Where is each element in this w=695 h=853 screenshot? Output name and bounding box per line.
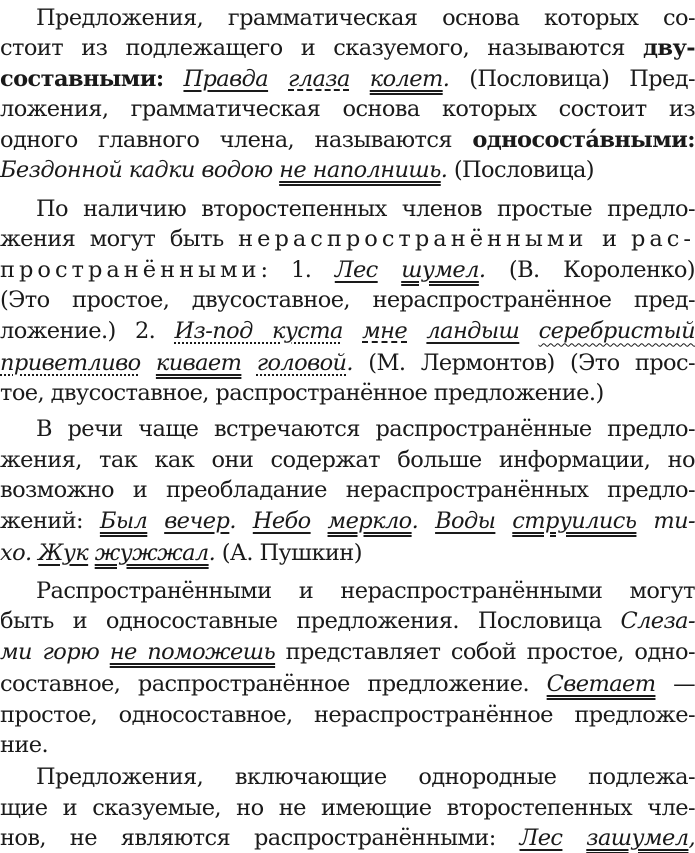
- p4-line-4: [0, 669, 695, 699]
- text: нов, не являются распространёнными:: [0, 825, 496, 851]
- example-object: глаза: [288, 65, 350, 92]
- p1-line-1: [0, 3, 695, 33]
- text: По наличию второстепенных членов простые предло-: [36, 195, 695, 222]
- term-bold: дву-: [643, 35, 695, 62]
- text: простое, односоставное, нераспространённое предложе-: [0, 701, 695, 728]
- text: Предложения, включающие однородные подлежа-: [36, 764, 695, 791]
- term-spaced: нераспространёнными: [238, 226, 588, 253]
- text: жений:: [0, 507, 83, 534]
- p1-line-4: [0, 94, 695, 124]
- example-adverbial: приветливо: [0, 349, 141, 376]
- period: .: [229, 507, 236, 534]
- example-predicate: жужжал: [94, 539, 209, 566]
- text: тое, двусоставное, распространённое предложение.): [0, 380, 604, 407]
- p2-line-3: [0, 255, 695, 285]
- term-bold: составными: [0, 65, 156, 92]
- text: составное, распространённое предложение.: [0, 671, 530, 697]
- text: (Пословица): [453, 156, 594, 183]
- example-predicate: не поможешь: [109, 638, 276, 665]
- text: одного главного члена, называются: [0, 126, 452, 153]
- p2-line-1: [0, 194, 695, 224]
- text: возможно и преобладание нераспространённых предло-: [0, 477, 695, 504]
- text: Распространёнными и нераспространёнными могут: [36, 577, 695, 604]
- p2-line-5: [0, 316, 695, 346]
- p5-line-1: [0, 762, 695, 792]
- text: В речи чаще встречаются распространённые предло-: [36, 416, 695, 443]
- example-subject: Правда: [183, 65, 269, 92]
- period: .: [411, 507, 419, 534]
- p4-line-5: [0, 700, 695, 730]
- example-subject: ландыш: [426, 317, 520, 344]
- example-text: хо: [0, 539, 26, 566]
- text: жения могут быть: [0, 226, 224, 253]
- example-predicate: зашумел: [586, 825, 689, 851]
- p4-line-3: [0, 637, 695, 667]
- colon: :: [687, 126, 695, 153]
- text: быть и односоставные предложения. Пословица: [0, 608, 602, 635]
- term-bold: однососта́вными: [472, 126, 688, 153]
- dash: —: [673, 671, 695, 697]
- text: (М. Лермонтов) (Это прос-: [368, 349, 695, 376]
- text: (Пословица) Пред-: [469, 65, 695, 92]
- text: ложения, грамматическая основа которых состоит из: [0, 96, 695, 123]
- example-predicate: меркло: [327, 507, 412, 534]
- period: .: [25, 539, 32, 566]
- example-predicate: Светает: [546, 671, 656, 697]
- text: щие и сказуемые, но не имеющие второстепенных чле-: [0, 794, 695, 821]
- text: (В. Короленко): [508, 256, 695, 283]
- p5-line-2: [0, 793, 695, 823]
- example-text: Слеза-: [620, 608, 695, 635]
- p3-line-5: [0, 538, 695, 568]
- example-text: Бездонной кадки водою: [0, 156, 273, 183]
- text: жения, так как они содержат больше информации, но: [0, 446, 695, 473]
- period: .: [478, 256, 486, 283]
- p2-line-6: [0, 348, 695, 378]
- example-subject: Небо: [252, 507, 311, 534]
- p3-line-4: [0, 506, 695, 536]
- example-predicate: шумел: [401, 256, 479, 283]
- period: .: [442, 65, 450, 92]
- example-predicate: Был: [99, 507, 148, 534]
- p4-line-2: [0, 606, 695, 636]
- text: : 1.: [260, 256, 312, 283]
- text: ние.: [0, 731, 49, 758]
- p1-line-5: [0, 125, 695, 155]
- example-subject: Лес: [334, 256, 378, 283]
- p2-line-2: [0, 224, 695, 254]
- p2-line-4: [0, 285, 695, 315]
- example-subject: Воды: [435, 507, 496, 534]
- period: .: [440, 156, 448, 183]
- period: .: [346, 349, 353, 376]
- text: Предложения, грамматическая основа которых со-: [36, 4, 695, 31]
- text: ложение.) 2.: [0, 317, 156, 344]
- text: (А. Пушкин): [221, 539, 362, 566]
- example-adverbial: Из-под куста: [174, 317, 343, 344]
- p1-line-3: [0, 64, 695, 94]
- comma: ,: [688, 825, 695, 851]
- p4-line-6: [0, 730, 695, 760]
- term-spaced: пространёнными: [0, 256, 261, 283]
- text: и: [601, 226, 617, 253]
- example-predicate: не наполнишь: [279, 156, 441, 183]
- example-text: ми горю: [0, 638, 100, 665]
- text: стоит из подлежащего и сказуемого, называются: [0, 35, 625, 62]
- example-predicate: колет: [369, 65, 443, 92]
- example-attribute: серебристый: [538, 317, 695, 344]
- example-object: мне: [362, 317, 408, 344]
- example-adverbial: головой: [256, 349, 347, 376]
- example-predicate: кивает: [155, 349, 242, 376]
- example-subject: Жук: [38, 539, 89, 566]
- example-subject: вечер: [164, 507, 230, 534]
- p4-line-1: [0, 576, 695, 606]
- p3-line-3: [0, 475, 695, 505]
- p3-line-1: [0, 414, 695, 444]
- example-text: ти-: [653, 507, 695, 534]
- term-spaced: рас-: [630, 226, 695, 253]
- text: (Это простое, двусоставное, нераспространённое пред-: [0, 287, 695, 314]
- p3-line-2: [0, 445, 695, 475]
- period: .: [208, 539, 216, 566]
- example-predicate: струились: [512, 507, 637, 534]
- p2-line-7: [0, 378, 695, 408]
- colon: :: [155, 65, 164, 92]
- p5-line-3: [0, 823, 695, 853]
- text: представляет собой простое, одно-: [285, 638, 695, 665]
- p1-line-2: [0, 33, 695, 63]
- example-subject: Лес: [519, 825, 563, 851]
- p1-line-6: [0, 155, 695, 185]
